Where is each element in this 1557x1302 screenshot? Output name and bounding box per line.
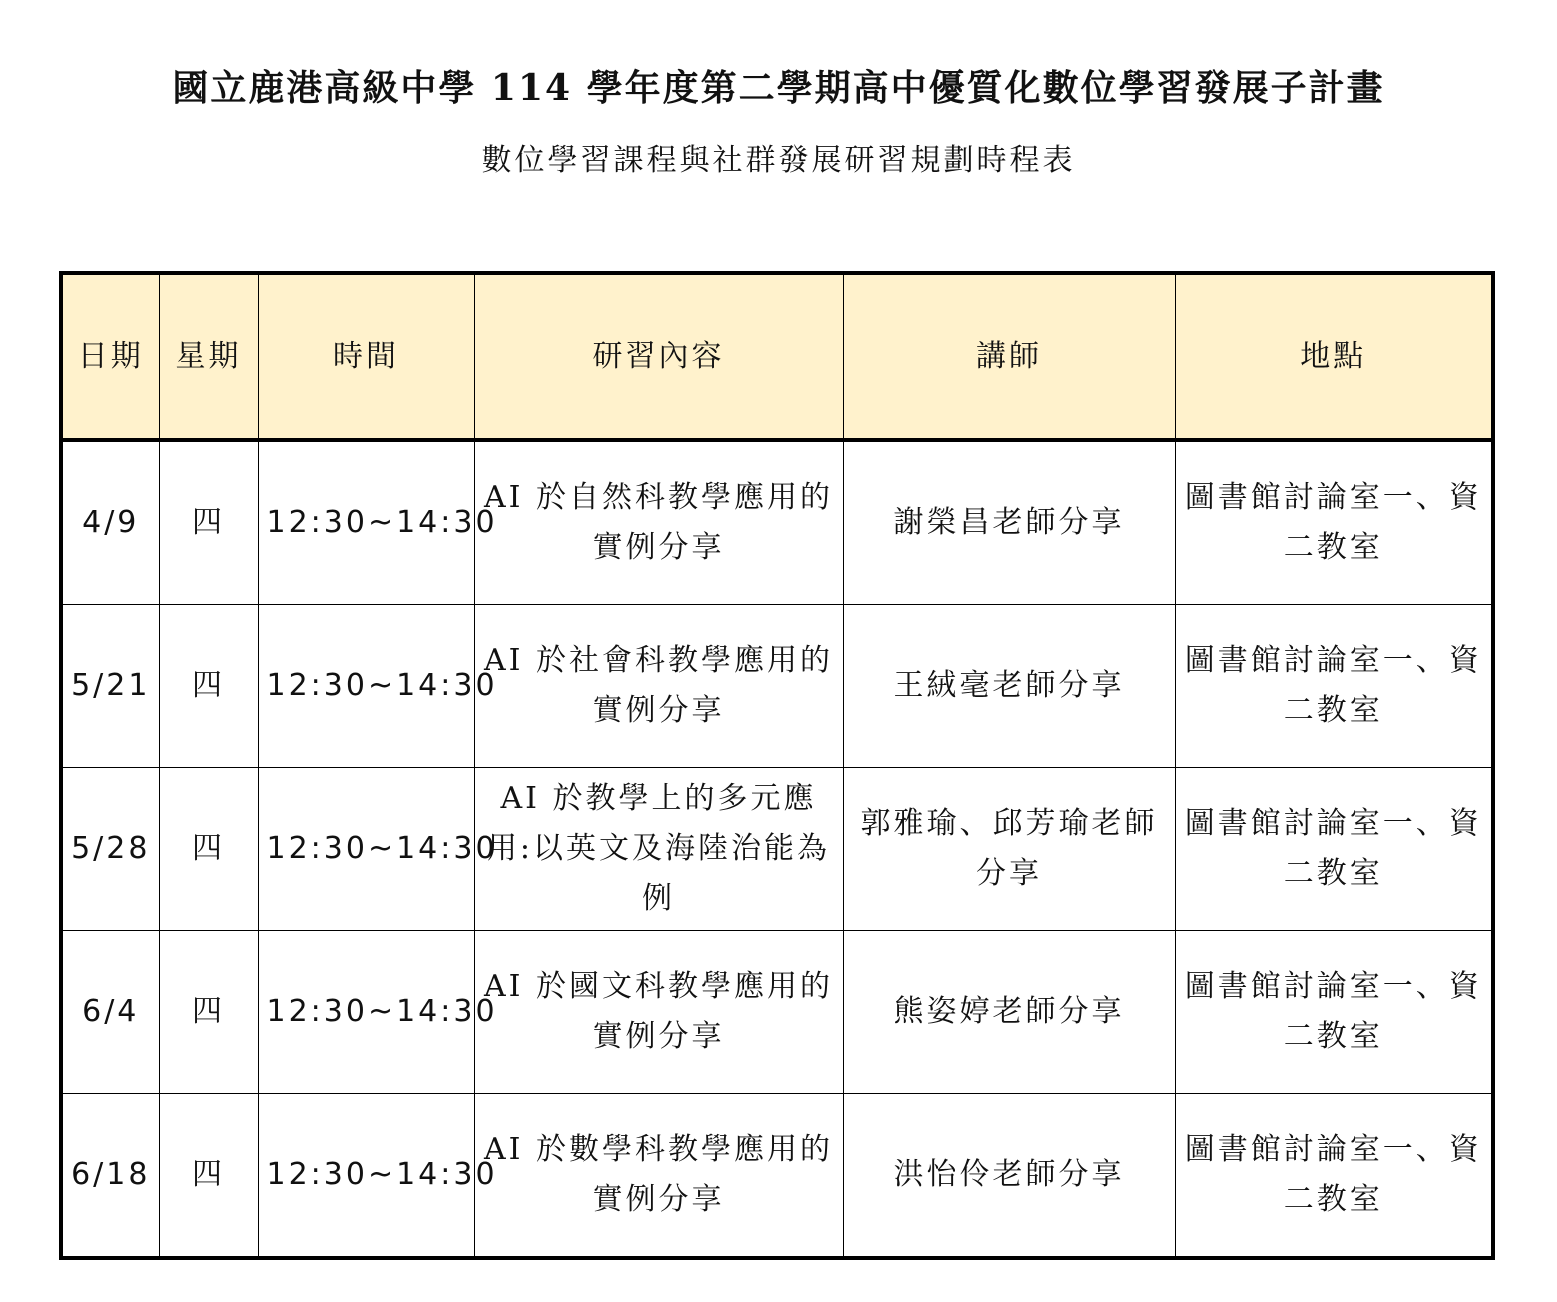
cell-weekday: 四: [159, 768, 258, 931]
cell-speaker: 謝榮昌老師分享: [843, 440, 1175, 605]
header-date: 日期: [61, 273, 159, 440]
header-location: 地點: [1175, 273, 1493, 440]
cell-content: AI 於社會科教學應用的實例分享: [474, 605, 843, 768]
table-row: [61, 440, 1493, 605]
table-row: [61, 605, 1493, 768]
header-speaker: 講師: [843, 273, 1175, 440]
cell-content: AI 於國文科教學應用的實例分享: [474, 931, 843, 1094]
document-subtitle: 數位學習課程與社群發展研習規劃時程表: [481, 143, 1076, 178]
cell-location: 圖書館討論室一、資二教室: [1175, 768, 1493, 931]
cell-date: 6/4: [61, 931, 159, 1094]
cell-location: 圖書館討論室一、資二教室: [1175, 440, 1493, 605]
table-row: [61, 768, 1493, 931]
cell-weekday: 四: [159, 931, 258, 1094]
cell-time: 12:30~14:30: [258, 605, 474, 768]
cell-time: 12:30~14:30: [258, 768, 474, 931]
schedule-table: [59, 271, 1495, 1260]
cell-date: 6/18: [61, 1094, 159, 1259]
cell-content: AI 於數學科教學應用的實例分享: [474, 1094, 843, 1259]
cell-speaker: 郭雅瑜、邱芳瑜老師分享: [843, 768, 1175, 931]
cell-date: 5/21: [61, 605, 159, 768]
cell-weekday: 四: [159, 440, 258, 605]
table-row: [61, 931, 1493, 1094]
table-row: [61, 1094, 1493, 1259]
cell-time: 12:30~14:30: [258, 440, 474, 605]
cell-date: 5/28: [61, 768, 159, 931]
cell-content: AI 於自然科教學應用的實例分享: [474, 440, 843, 605]
cell-speaker: 王絨毫老師分享: [843, 605, 1175, 768]
cell-location: 圖書館討論室一、資二教室: [1175, 1094, 1493, 1259]
cell-weekday: 四: [159, 1094, 258, 1259]
header-content: 研習內容: [474, 273, 843, 440]
document-title: 國立鹿港高級中學 114 學年度第二學期高中優質化數位學習發展子計畫: [172, 67, 1385, 109]
cell-location: 圖書館討論室一、資二教室: [1175, 931, 1493, 1094]
cell-speaker: 洪怡伶老師分享: [843, 1094, 1175, 1259]
cell-speaker: 熊姿婷老師分享: [843, 931, 1175, 1094]
cell-time: 12:30~14:30: [258, 1094, 474, 1259]
cell-weekday: 四: [159, 605, 258, 768]
header-row: [61, 273, 1493, 440]
header-weekday: 星期: [159, 273, 258, 440]
cell-time: 12:30~14:30: [258, 931, 474, 1094]
cell-date: 4/9: [61, 440, 159, 605]
cell-content: AI 於教學上的多元應用:以英文及海陸治能為例: [474, 768, 843, 931]
cell-location: 圖書館討論室一、資二教室: [1175, 605, 1493, 768]
header-time: 時間: [258, 273, 474, 440]
